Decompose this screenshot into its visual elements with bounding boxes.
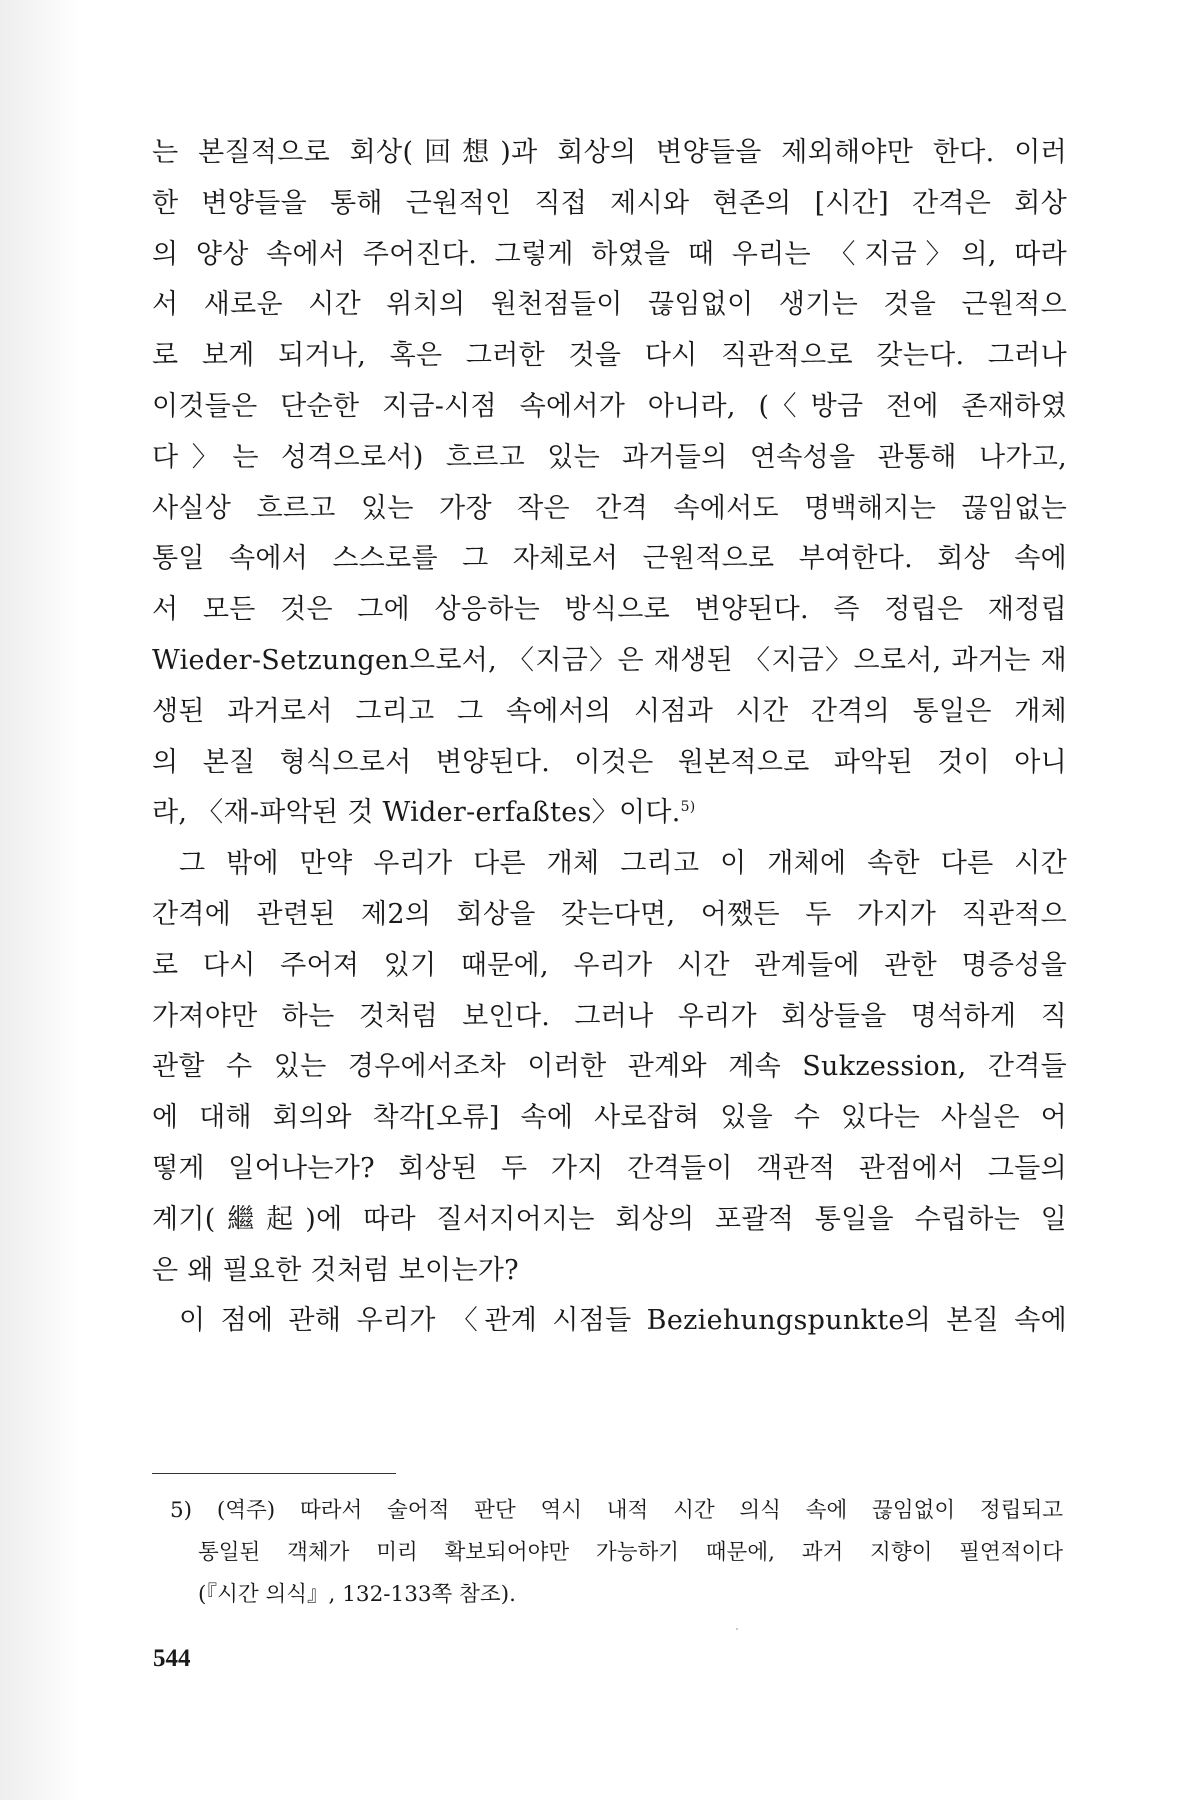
body-line: 로 다시 주어져 있기 때문에, 우리가 시간 관계들에 관한 명증성을 bbox=[152, 949, 1067, 981]
body-line: 통일 속에서 스스로를 그 자체로서 근원적으로 부여한다. 회상 속에 bbox=[152, 543, 1067, 575]
scan-speck bbox=[736, 1628, 738, 1630]
body-line: 계기(繼起)에 따라 질서지어지는 회상의 포괄적 통일을 수립하는 일 bbox=[152, 1203, 1067, 1235]
body-line-with-footnote-ref bbox=[152, 788, 1067, 839]
body-line: 은 왜 필요한 것처럼 보이는가? bbox=[152, 1254, 519, 1286]
footnote-line: 5) (역주) 따라서 술어적 판단 역시 내적 시간 의식 속에 끊임없이 정립되고 bbox=[170, 1498, 1063, 1523]
body-line: 에 대해 회의와 착각[오류] 속에 사로잡혀 있을 수 있다는 사실은 어 bbox=[152, 1102, 1067, 1134]
body-line: 로 보게 되거나, 혹은 그러한 것을 다시 직관적으로 갖는다. 그러나 bbox=[152, 340, 1067, 372]
body-line: 라, 〈재-파악된 것 Wider-erfaßtes〉이다. bbox=[152, 797, 681, 829]
body-line: 생된 과거로서 그리고 그 속에서의 시점과 시간 간격의 통일은 개체 bbox=[152, 695, 1067, 727]
footnote-reference: 5) bbox=[680, 799, 696, 816]
body-line: 사실상 흐르고 있는 가장 작은 간격 속에서도 명백해지는 끊임없는 bbox=[152, 492, 1067, 524]
body-line: 이것들은 단순한 지금-시점 속에서가 아니라, (〈방금 전에 존재하였 bbox=[152, 390, 1067, 422]
binding-shadow bbox=[0, 0, 80, 1800]
body-line: 가져야만 하는 것처럼 보인다. 그러나 우리가 회상들을 명석하게 직 bbox=[152, 1000, 1067, 1032]
footnote-line: 통일된 객체가 미리 확보되어야만 가능하기 때문에, 과거 지향이 필연적이다 bbox=[198, 1540, 1063, 1565]
body-line: 떻게 일어나는가? 회상된 두 가지 간격들이 객관적 관점에서 그들의 bbox=[152, 1152, 1067, 1184]
body-line: 의 양상 속에서 주어진다. 그렇게 하였을 때 우리는 〈지금〉의, 따라 bbox=[152, 238, 1067, 270]
footnote-divider bbox=[152, 1473, 396, 1474]
body-line: 의 본질 형식으로서 변양된다. 이것은 원본적으로 파악된 것이 아니 bbox=[152, 746, 1067, 778]
paragraph-start-line: 이 점에 관해 우리가 〈관계 시점들 Beziehungspunkte의 본질 속에 bbox=[179, 1305, 1067, 1337]
body-line: 간격에 관련된 제2의 회상을 갖는다면, 어쨌든 두 가지가 직관적으 bbox=[152, 898, 1067, 930]
page-number: 544 bbox=[153, 1645, 191, 1672]
footnote-line: (『시간 의식』, 132-133쪽 참조). bbox=[198, 1582, 516, 1607]
body-line: 서 새로운 시간 위치의 원천점들이 끊임없이 생기는 것을 근원적으 bbox=[152, 289, 1067, 321]
body-line: 는 본질적으로 회상(回想)과 회상의 변양들을 제외해야만 한다. 이러 bbox=[152, 137, 1067, 168]
footnote bbox=[170, 1490, 1063, 1616]
body-line: Wieder-Setzungen으로서, 〈지금〉은 재생된 〈지금〉으로서, 과거는 재 bbox=[152, 644, 1067, 676]
paragraph-start-line: 그 밖에 만약 우리가 다른 개체 그리고 이 개체에 속한 다른 시간 bbox=[179, 848, 1067, 880]
body-line: 다〉는 성격으로서) 흐르고 있는 과거들의 연속성을 관통해 나가고, bbox=[152, 441, 1067, 473]
body-line: 서 모든 것은 그에 상응하는 방식으로 변양된다. 즉 정립은 재정립 bbox=[152, 594, 1067, 626]
body-text bbox=[152, 128, 1067, 1347]
body-line: 관할 수 있는 경우에서조차 이러한 관계와 계속 Sukzession, 간격들 bbox=[152, 1051, 1067, 1083]
body-line: 한 변양들을 통해 근원적인 직접 제시와 현존의 [시간] 간격은 회상 bbox=[152, 187, 1067, 219]
